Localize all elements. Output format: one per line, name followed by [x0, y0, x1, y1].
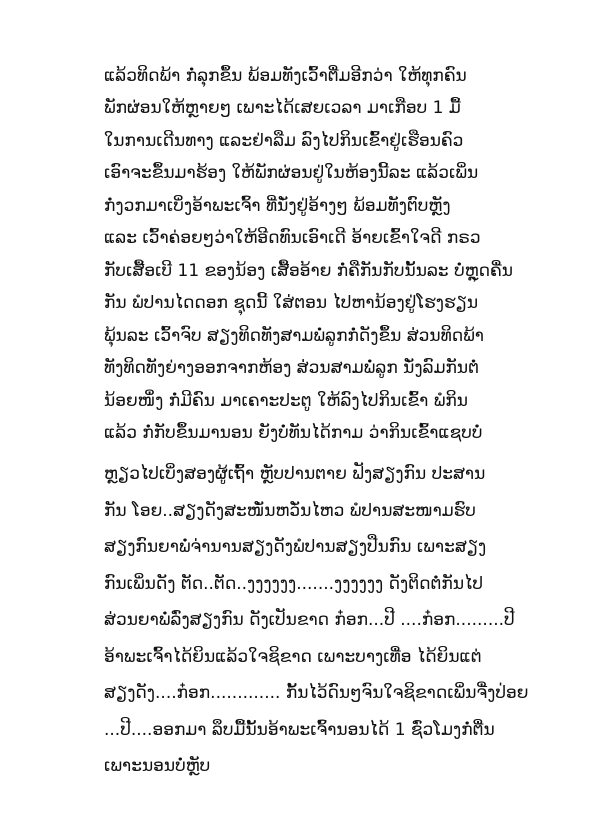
text-line: ເອົາຈະຂຶ້ນມາຮ້ອງ ໃຫ້ພັກຜ່ອນຢູ່ໃນຫ້ອງນີ້ລະ ແລ້ວເພິ່ນ — [104, 163, 479, 183]
text-line: ນ້ອຍໜຶ່ງ ກໍ່ມີຄົນ ມາເຄາະປະຕູ ໃຫ້ລົງໄປກິນເຂົ້າ ພໍກິນ — [104, 391, 468, 411]
text-line: ຫຼຽວໄປເບິ່ງສອງຜູ້ເຖົ້າ ຫຼັບປານຕາຍ ຟັງສຽງກົນ ປະສານ — [104, 464, 486, 484]
text-line: ພັກຜ່ອນໃຫ້ຫຼາຍໆ ເພາະໄດ້ເສຍເວລາ ມາເກືອບ 1 ມື້ — [104, 98, 461, 118]
text-line: ແລ້ວທິດພ້າ ກໍ່ລຸກຂຶ້ນ ພ້ອມທັງເວົ້າຕື່ມອີກວ່າ ໃຫ້ທຸກຄົນ — [104, 66, 467, 86]
text-line: ທັງທິດທັງຍ່າງອອກຈາກຫ້ອງ ສ່ວນສາມພໍ່ລູກ ນັ່ງລົມກັນຕໍ່ — [104, 358, 480, 378]
text-line: ສ່ວນຍາພໍ່ລົ່ງສຽງກົນ ດັງເປັນຂາດ ກ໋ອກ...ປີ ....ກ໋ອກ.........ປີ — [104, 610, 515, 630]
text-line: ກັນ ໂອຍ..ສຽງດັງສະໜັ່ນຫວັ່ນໄຫວ ພໍປານສະໜາມຮົບ — [104, 501, 476, 521]
text-line: ສຽງດັງ....ກ໋ອກ............. ກັ້ນໄວ້ດົນໆຈົນໃຈຊິຂາດເພິ່ນຈື່ງປ່ອຍ — [104, 683, 529, 703]
text-line: ແລ້ວ ກໍ່ກັບຂຶ້ນມານອນ ຍັງບໍ່ທັນໄດ້ກາມ ວ່າກິນເຂົ້າແຊບບໍ່ — [104, 423, 483, 443]
text-line: ພຸ້ນລະ ເວົ້າຈົບ ສຽງທິດທັງສາມພໍ່ລູກກໍ່ດັງຂຶ້ນ ສ່ວນທິດພ້າ — [104, 326, 484, 346]
text-line: ກັບເສື້ອເບີ 11 ຂອງນ້ອງ ເສື້ອອ້າຍ ກໍ່ຄືກັນກັບນັ້ນລະ ບໍ່ຫຼຸດຄື່ນ — [104, 261, 513, 281]
text-line: ແລະ ເວົ້າຄ່ອຍໆວ່າໃຫ້ອີດທົນເອົາເດີ ອ້າຍເຂົ້າໃຈດີ ກຣວ — [104, 228, 481, 248]
text-line: ກັນ ພໍປານໄດດອກ ຊຸດນີ້ ໃສ່ຕອນ ໄປຫານ້ອງຢູ່ໂຮງຮຽນ — [104, 293, 479, 313]
text-line: ເພາະນອນບໍ່ຫຼັບ — [104, 756, 211, 776]
text-line: ສຽງກົນຍາພໍ່ຈ່ານານສຽງດັງພໍປານສຽງປືນກົນ ເພາະສຽງ — [104, 537, 487, 557]
text-line: ...ປີ....ອອກມາ ລຶບມື້ນັ້ນອ້າພະເຈົ້ານອນໄດ້ 1 ຊົ່ວໂມງກໍ່ຕື່ນ — [104, 720, 495, 740]
text-line: ອ້າພະເຈົ້າໄດ້ຍິນແລ້ວໃຈຊິຂາດ ເພາະບາງເທື່ອ ໄດ້ຍິນແຕ່ — [104, 647, 482, 667]
text-line: ໃນການເດີນທາງ ແລະຢ່າລືມ ລົງໄປກິນເຂົ້າຢູ່ເຮືອນຄົວ — [104, 131, 464, 151]
text-line: ກົນເພິ່ນດັງ ຕັດ..ຕັດ..ງງງງງງ.......ງງງງງງ ດັງຕິດຕໍ່ກັນໄປ — [104, 574, 484, 594]
text-line: ກໍ່ງວກມາເບິ່ງອ້າພະເຈົ້າ ທີ່ນັ່ງຢູ່ອ້າງໆ ພ້ອມທັງຕົບຫຼັງ — [104, 196, 451, 216]
